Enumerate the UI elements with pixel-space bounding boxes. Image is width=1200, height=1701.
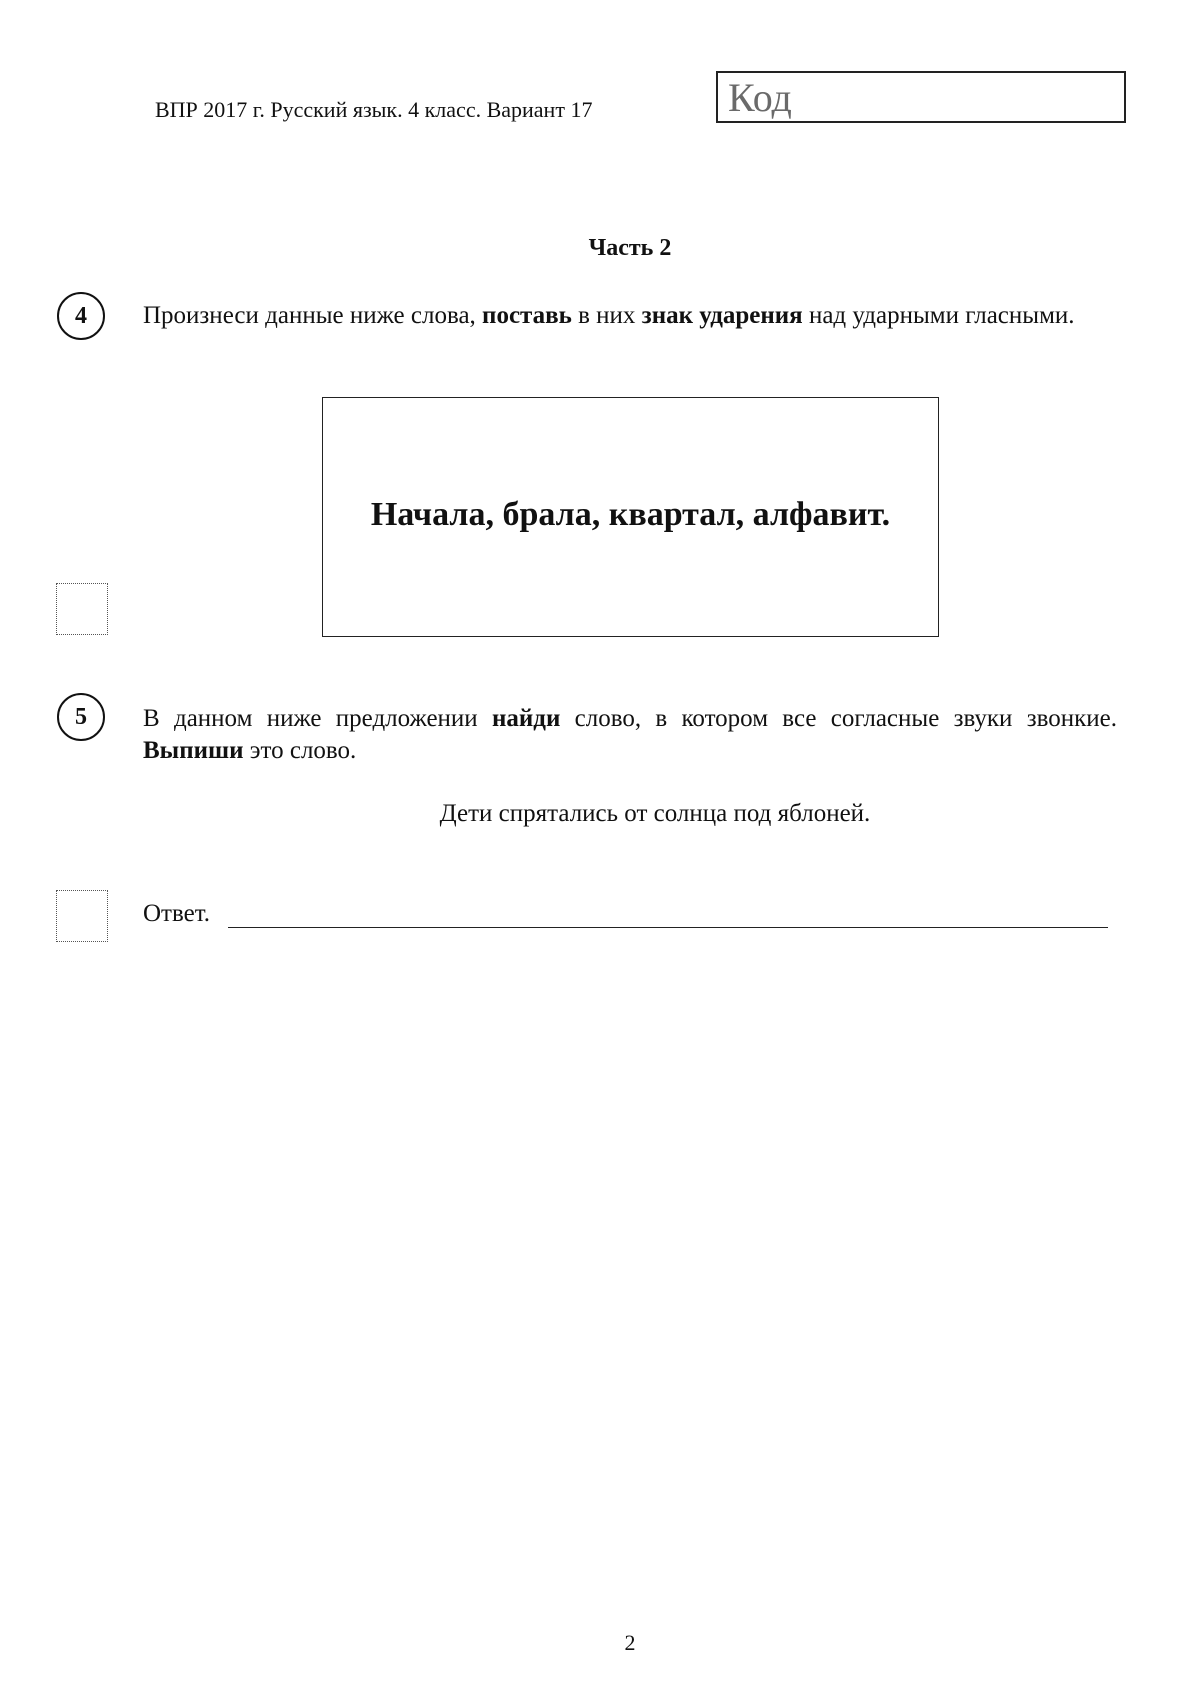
task-4-score-box: [56, 583, 108, 635]
task-4-number-badge: [57, 292, 105, 340]
task-5-instruction: В данном ниже предложении найди слово, в котором все согласные звуки звонкие. Выпиши это слово.: [143, 705, 1117, 764]
task-5-score-box: [56, 890, 108, 942]
part-title: Часть 2: [588, 235, 672, 261]
answer-line[interactable]: [228, 927, 1108, 928]
task-5-number: 5: [75, 704, 87, 730]
code-label: Код: [728, 75, 792, 120]
task-4-instruction: Произнеси данные ниже слова, поставь в них знак ударения над ударными гласными.: [143, 302, 1075, 329]
answer-label: Ответ.: [143, 900, 211, 927]
task-4-number: 4: [75, 303, 87, 329]
task-4-words-box: [322, 397, 939, 637]
task-5-sentence: Дети спрятались от солнца под яблоней.: [439, 800, 871, 827]
code-field[interactable]: [716, 71, 1126, 123]
page-number: 2: [624, 1630, 636, 1655]
task-5-number-badge: [57, 693, 105, 741]
task-4-words: Начала, брала, квартал, алфавит.: [370, 496, 891, 533]
page-header-title: ВПР 2017 г. Русский язык. 4 класс. Вариант 17: [155, 97, 593, 122]
